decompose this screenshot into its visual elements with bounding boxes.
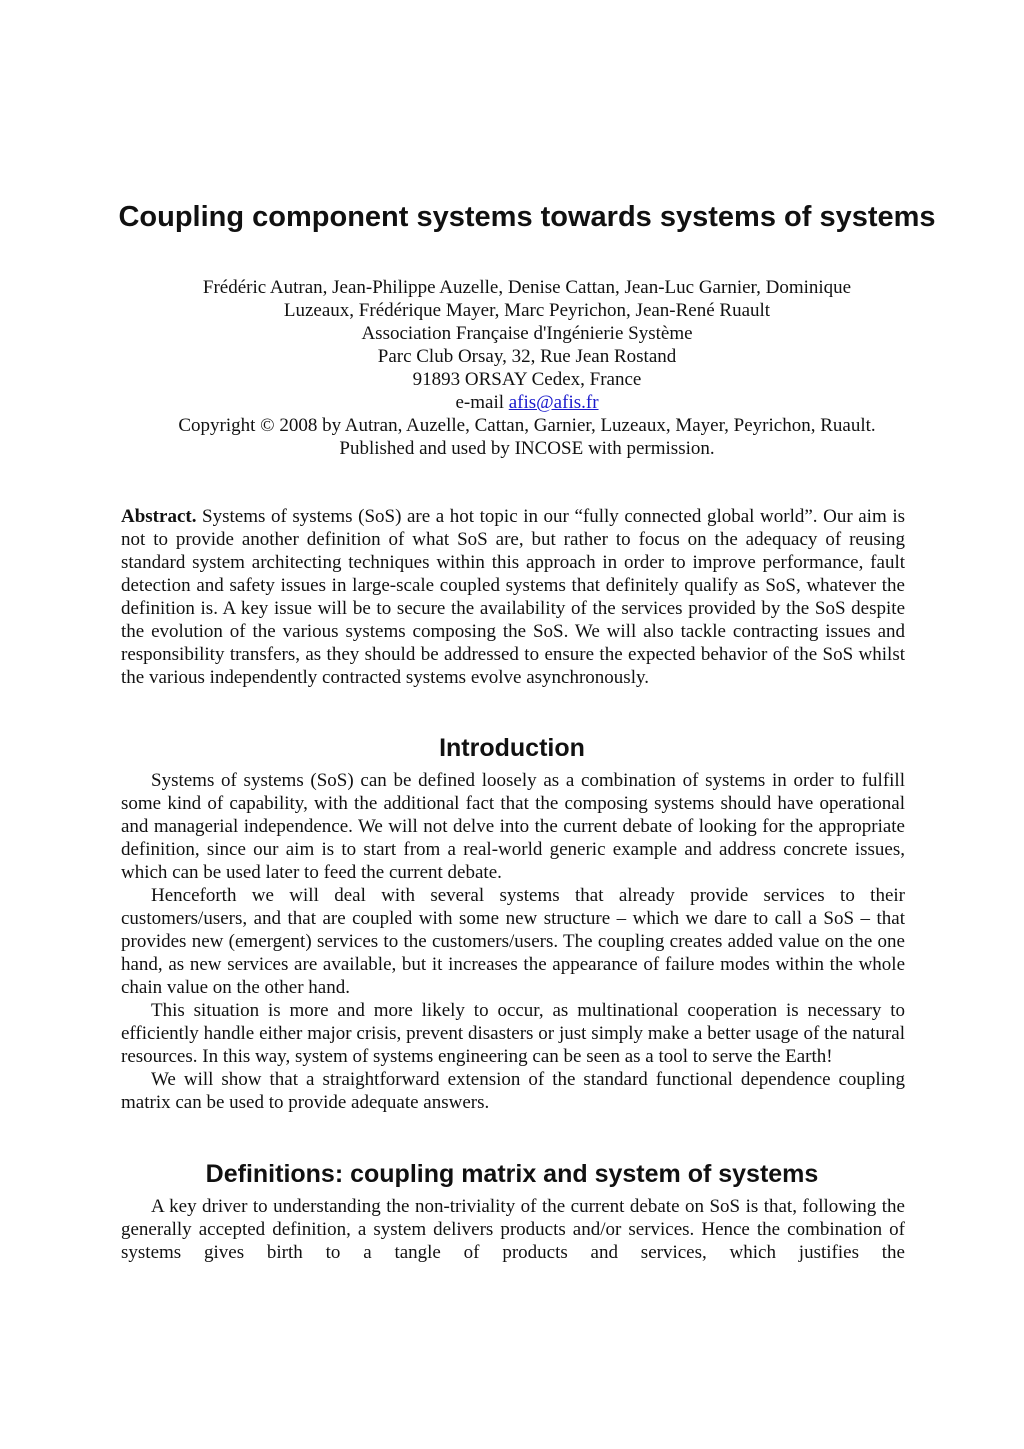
section-heading-definitions: Definitions: coupling matrix and system of systems (205, 1160, 819, 1188)
abstract-text: Systems of systems (SoS) are a hot topic in our “fully connected global world”. Our aim is not to provide another definition of what SoS are, but rather to focus on the adequacy of reusing standard system architecting techniques within this approach in order to improve performance, fault detection and safety issues in large-scale coupled systems that definitely qualify as SoS, whatever the definition is. A key issue will be to secure the availability of the services provided by the SoS despite the evolution of the various systems composing the SoS. We will also tackle contracting issues and responsibility transfers, as they should be addressed to ensure the expected behavior of the SoS whilst the various independently contracted systems evolve asynchronously. (121, 506, 905, 688)
authors (100, 276, 954, 460)
permission: Published and used by INCOSE with permission. (339, 438, 715, 459)
paragraph: Henceforth we will deal with several systems that already provide services to their customers/users, and that are coupled with some new structure – which we dare to call a SoS – that provides new (emergent) services to the customers/users. The coupling creates added value on the one hand, as new services are available, but it increases the appearance of failure modes within the whole chain value on the other hand. (121, 885, 905, 998)
paragraph: This situation is more and more likely to occur, as multinational cooperation is necessary to efficiently handle either major crisis, prevent disasters or just simply make a better usage of the natural resources. In this way, system of systems engineering can be seen as a tool to serve the Earth! (121, 1000, 905, 1067)
paragraph: Systems of systems (SoS) can be defined loosely as a combination of systems in order to fulfill some kind of capability, with the additional fact that the composing systems should have operational and managerial independence. We will not delve into the current debate of looking for the appropriate definition, since our aim is to start from a real-world generic example and address concrete issues, which can be used later to feed the current debate. (121, 770, 905, 883)
abstract (121, 505, 905, 689)
email-line (100, 391, 954, 414)
introduction-body (121, 769, 905, 1114)
email-link[interactable]: afis@afis.fr (508, 392, 599, 413)
affiliation: Association Française d'Ingénierie Système (361, 323, 693, 344)
address-line: 91893 ORSAY Cedex, France (412, 369, 642, 390)
address-line: Parc Club Orsay, 32, Rue Jean Rostand (377, 346, 677, 367)
paragraph: A key driver to understanding the non-triviality of the current debate on SoS is that, following the generally accepted definition, a system delivers products and/or services. Hence the combination of systems gives birth to a tangle of products and services, which justifies the (121, 1196, 905, 1263)
paper-title: Coupling component systems towards systems of systems (118, 201, 936, 233)
authors-line: Luzeaux, Frédérique Mayer, Marc Peyrichon, Jean-René Ruault (283, 300, 771, 321)
definitions-body (121, 1195, 905, 1264)
email-label: e-mail (455, 392, 509, 413)
authors-line: Frédéric Autran, Jean-Philippe Auzelle, Denise Cattan, Jean-Luc Garnier, Dominique (202, 277, 852, 298)
section-heading-introduction: Introduction (439, 734, 585, 762)
paragraph: We will show that a straightforward extension of the standard functional dependence coupling matrix can be used to provide adequate answers. (121, 1069, 905, 1113)
abstract-label: Abstract. (121, 506, 197, 527)
copyright: Copyright © 2008 by Autran, Auzelle, Cattan, Garnier, Luzeaux, Mayer, Peyrichon, Ruault. (178, 415, 876, 436)
